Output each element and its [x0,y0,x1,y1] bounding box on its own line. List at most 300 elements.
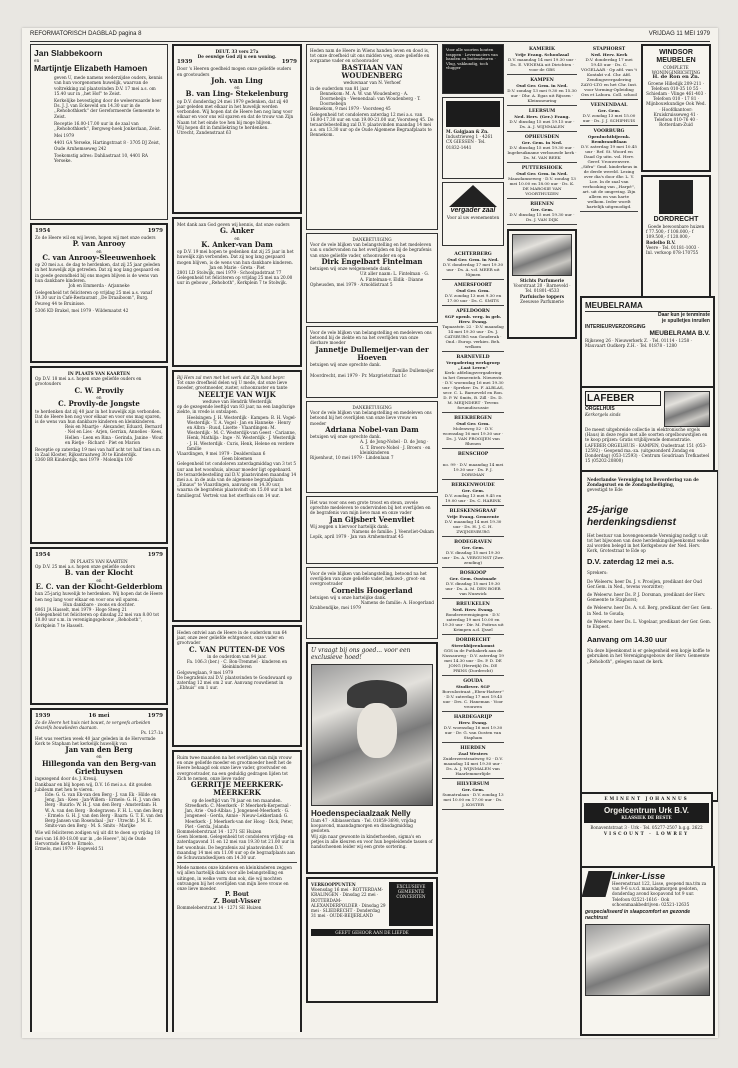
header-right: VRIJDAG 11 MEI 1979 [648,31,710,37]
thanks-dullemeijer [306,326,438,398]
deceased-name: C. VAN PUTTEN-DE VOS [189,644,285,654]
speaker-entry: de Weleerw. heer Ds. A. v.d. Berg, predikant der Ger. Gem. in Ned. te Gouda; [587,605,712,616]
reception-text: Gelegenheid tot feliciteren op vrijdag 25 mei na 20.00 uur in gebouw ,,Rehoboth'', Kerkplein 7 te Stolwijk. [177,275,293,286]
face-shape [357,703,397,758]
years: 1939 1979 [177,59,297,66]
years: 1939 16 mei 1979 [35,713,163,719]
address-text: 8061 JA Hasselt, mei 1979 · Hoge Steeg 21 [35,607,127,613]
ad-tagline: gespecialiseerd in slaapcomfort en gezonde nachtrust [585,909,691,922]
name-2: C. van Anrooy-Sleeuwenhoek [42,252,156,262]
church-services-list [507,44,577,225]
ad-text: Voorstraat 20 · Barneveld · Tel. 01801-4533 [513,283,571,294]
header-left: REFORMATORISCH DAGBLAD pagina 8 [30,31,142,37]
ad-title: MEUBELRAMA [585,301,710,312]
thanks-nobel [306,401,438,493]
church-denomination: Ger. Gem. Oostmade [449,576,497,581]
address-text: 5306 KD Brakel, mei 1979 · Wildemaatst 42 [35,307,129,313]
groom-name: Jan Slabbekoorn [34,48,103,58]
ad-trappen: Voor alle soorten houten trappen · Leveranciers van banden en buitendeuren · Vlug, vakkundig, toch vlugger [442,44,504,94]
ad-subtitle: Voor al uw evenementen [446,215,500,220]
name-1: G. Anker [219,226,255,236]
bride-name: Martijntje Elizabeth Hamoen [34,63,148,74]
church-service-details: D.V. zondag 13 mei 9.30 en 17.00 uur · Ds. C. SMITS [444,293,502,303]
church-service-details: D.V. maandag 14 mei 19.30 uur · Ds. H. J. C. H. ZWIJNENBURG [444,519,502,534]
church-service-entry [442,506,504,537]
church-denomination: Openluchtbijeenk. Rembrandtlaan [587,134,631,144]
ad-tagline: U vraagt bij ons goed... voor een exclusieve hoed! [311,647,411,661]
ad-vergaderzaal [442,182,504,246]
ad-title: DORDRECHT [653,216,699,223]
ad-address: Bonaventstraat 3 · Urk · Tel. 05277-2507 b.g.g. 2622 [590,825,703,831]
church-service-details: D.V. dinsdag 15 mei 19.30 uur · Ds. A. M. DEN BOER van Nunwick [445,581,501,596]
church-place: HIERDEN [460,746,486,751]
name-1: B. van der Klocht [64,568,134,578]
church-service-details: D.V. zondag 13 mei 15.00 uur · Ds. J. J. SCHIPHUIS [582,113,636,123]
woman-hat-photo [311,664,433,806]
ad-subtitle: ORGELHUIS [585,406,615,412]
name-1: Joh. van Ling [211,75,263,85]
ad-orgelcentrum-urk [580,792,713,870]
ad-heading: INTERIEURVERZORGING [585,324,646,330]
church-denomination: Ger. Gem. [530,207,554,212]
heading: DANKBETUIGING [352,237,392,242]
intro-text: Het was veertien week 40 jaar geleden in de Hervormde Kerk te Stapham het kerkelijk huwelijk van [35,735,156,746]
church-service-details: D.V. dinsdag 15 mei 19.30 uur · Ingebruikname verbouwde kerk · Ds. M. VAN BEEK [507,145,577,160]
en-text: en [96,395,102,401]
announcement-anker [172,217,302,367]
ad-brand: H. de Ron en Zn. [652,74,700,81]
church-service-details: D.V. maandag 14 mei 19.30 uur · Ds. E. VENEMA uit Dirichten · voor de GBS [508,57,576,72]
church-services-list [442,249,504,810]
page-header [30,31,710,42]
church-service-entry [507,44,577,75]
deceased-name: Jan Gijsbert Veenvliet [329,514,415,524]
church-service-entry [442,537,504,568]
church-place: BEEKBERGEN [454,416,492,421]
ad-footer: Na deze bijeenkomst is er gelegenheid een kopje koffie te gebruiken in het Verenigingsgebouw der Herv. Gemeente ,,Rehoboth'', gelegen naast de kerk. [587,648,710,664]
en-text: en [34,58,40,63]
church-service-entry [507,106,577,132]
ad-line-2: je spulletjes inruilen [661,318,710,324]
divider [177,862,297,863]
church-service-entry [442,306,504,352]
family-names: Bennekom: M. A. W. van Woudenberg · A. Doornebeijn · Veenendaal: van Woudenberg · T. Doornebeijn [320,90,421,107]
church-place: BARNEVELD [456,355,490,360]
ad-text: Woensdag 16 mei · ROTTERDAM-KRALINGEN · Dinsdag 22 mei · ROTTERDAM-ALEXANDERPOLDER · Dinsdag 29 mei · SLIEDRECHT · Donderdag 31 mei · OUDE-BEIJERLAND [311,887,386,919]
deceased-sub: weduwe van Hendrik Westerdijk [202,399,272,405]
church-place: VOORBURG [593,129,625,134]
church-service-entry [580,44,638,100]
church-place: LEERSUM [528,109,556,114]
church-place: APELDOORN [456,309,490,314]
church-denomination: Vergadering werkgroep ,,Laat Leven'' [446,360,500,370]
ad-subtitle: Parfuische toppers [519,293,565,299]
announcement-vanputten [172,625,302,747]
deceased-name: NEELTJE VAN WIJK [198,389,276,399]
church-denomination: Ger. Gem. [461,545,485,550]
church-denomination: Oud Ger. Gem. [456,288,490,293]
ad-address: Groene Hilledijk 209-211 · Telefoon 010-35 10 55 · Schiedam · Vlinge 461-403 · Telefoon 010 - 17 81 · Mijnbouwkundige Ook Wed. · Hoofdkantoor: Kruiskruisseweg 41 · Telefoon 010-76 40 · Rotterdam-Zuid [646,80,706,128]
deceased-name: BASTIAAN VAN WOUDENBERG [341,62,403,81]
church-service-details: D.V. zondag 13 mei 9.30 en 15.30 uur · Dhr. A. Egas uit Rijssen · Kleinsneuring [507,88,577,103]
church-service-details: Maasdamseweg · D.V. zondag 13 mei 10.00 en 18.00 uur · Ds. K. DE MAROSIE VAN VOORTHUIZEN [508,176,576,196]
body-text: ingezegend door ds. J. Kreuij. [35,776,98,782]
intro-text: Op D.V. 25 mei a.s. hopen onze geliefde ouders [35,564,135,570]
church-service-entry [507,132,577,163]
children-names: Joh en Emmerda · Arjanneke [68,283,130,289]
signature-2: Z. Bout-Visser [213,898,261,906]
funeral-text: Geen bloemen. Gelegenheid tot condoleren vrijdag- en zaterdagavond 11 en 12 mei van 19.30 tot 21.00 uur in het woonhuis. De begrafenis zal plaatsvinden D.V. maandag 14 mei om 11.00 uur op de begraafplaats aan de Schuwzandsedijsen om 14.30 uur. [177,834,295,861]
family-names: Uit aller naam: L. Fintelman · G. A. Fintelman-v. Eldik · Dianne [360,271,429,282]
triangle-logo-icon [449,185,497,207]
heading: IN PLAATS VAN KAARTEN [67,371,131,376]
address-text: Ermelo, mei 1979 · Hogeveld 51 [35,846,104,852]
organ-photo [664,391,710,427]
ad-brand: Rodelbo B.V. [646,239,676,245]
church-service-details: D.V. zaterdag 19 mei 10.45 uur · Ref. St. Woord en Daad Op uitn. vol. Herv. Geref. Vrouwenvere. ,,Sifra'' Gmd. kinderkeus in de derde wereld. Lezing over dia's door dhr. L. Y. Loe. In de zaal van verhooking van ,,Harpé'', art. uit de omgeving. Zijn alleen en van harte welkom. Ieder wordt hartelijk uitgenodigd. [580,144,638,209]
body-text-2: Dankbaar en blij hopen wij, D.V. 16 mei a.s. dit gouden jubileum met hen te vieren. [35,781,152,792]
heading: IN PLAATS VAN KAARTEN [70,559,128,564]
body-text: geven U, mede namens wederzijdse ouders, kennis van hun voorgenomen huwelijk, waarvan de voltrekking zal plaatsvinden D.V. 17 mei a.s. om 15.40 uur in ,,het Hof'' te Zeist. [54,75,163,96]
deceased-sub: weduwnaar van N. Verhoef [343,80,401,86]
church-service-entry [442,449,504,480]
body-text-2: Wij hopen dit in familiekring te herdenken. [177,124,269,130]
body-text-3: Receptie 16.00-17.00 uur in de zaal van ,,Rehobothkerk'', Bergweg-hoek Jonkerlaan, Zeist. [54,120,162,132]
announcement-anrooy [30,223,168,363]
body-text-2: Dat de Heere hen nog voor elkaar en voor ons mag sparen, is de wens van hun dankbare kinderen en kleinkinderen. [35,413,161,425]
column-3 [306,44,438,1032]
deceased-sub: op de leeftijd van 78 jaar en ten maanden. [192,797,282,803]
announcement-woudenberg [306,44,438,230]
family-names: Namens de familie: J. Veenvliet-Oskam [351,529,434,535]
church-denomination: Zaal Westers [458,751,488,756]
ad-address: LAFEBER ORGELHUIS · KAMPEN, Oudestraat 151 (053-12592) · Geopend ma.-za. (uitgezonderd Zondag en Donderdag) (053-12593) · Centrum Goudriaan Trefkasteel 15 (05202-20800) [585,442,710,464]
funeral-text: Gelegenheid tot condoleren zaterdagmiddag van 3 tot 5 uur aan het woonhuis, alwaar moeder ligt opgebaard. De teraardebestelling zal D.V. plaatsvinden maandag 14 mei a.s. in de aula van de algemene begraafplaats ,,Emaus'' te Vlaardingen, aanvang om 14.30 uur, waarna de begrafenis plaatsvindt om 15.00 uur in het familiegraf. Vertrek van het sterfhuis om 14 uur. [177,461,297,498]
speakers-list [587,579,712,630]
address-text: Gelgsweglaan, 9 mei 1979 [177,669,234,675]
church-place: BOSKOOP [459,571,487,576]
church-service-details: D.V. dinsdag 15 mei 19.30 uur · Ds. A. VERGUNST (Zwr. zending) [442,550,504,565]
ad-start-time: Aanvang om 14.30 uur [587,635,668,645]
church-place: HARDEGARIJP [453,715,493,720]
body-text-2: Kerkelijke bevestiging door de weleerwaarde heer Ds. J. J. van Eckeveld om 14.30 uur in de ,,Rehobothkerk'' der Gereformeerde Gemeente te Zeist. [54,98,162,119]
deceased-age: in de ouderdom van 81 jaar [310,85,369,91]
church-denomination: Oud Ger. Gem. in Ned. [516,171,568,176]
church-service-details: D.V. dinsdag 15 mei 19.30 uur · Ds. J. VAN DIJK [509,212,575,222]
church-denomination: Studiever. SGP [456,684,490,689]
address-text: Vlaardingen, 9 mei 1979 · Dealderslaan 6 [177,451,266,457]
church-service-details: Tapaaststr. 22 · D.V. maandag 14 mei 19.30 uur · Ds. J. CATSBURG van Gouderak · Ond.: Europ. verkies. Beh. welkom [442,324,504,349]
deceased-name: Jannetje Dullemeijer-van der Hoeven [315,344,429,363]
church-denomination: Oud Ger. Gem. in Ned. [516,83,568,88]
name-1: C. W. Provily [74,385,124,395]
intro-text: Heden nam de Heere in Wiens handen leven en dood is, tot onze droefheid uit ons midden weg, onze geliefde en zorgzame vader en schoonvader [310,48,430,64]
address-text: Moordrecht, mei 1979 · Pr. Margrietstraat 1c [310,372,407,378]
church-denomination: Ger. Gem. [461,488,485,493]
funeral-text: Gelegenheid tot condoleren zaterdag 12 mei a.s. van 16.00-17.30 uur en van 19.00-21.00 uur, Voorsteeg 45. De teraardebestelling zal D.V. plaatsvinden maandag 14 mei a.s. om 13.30 uur op de Oude Algemene Begraafplaats te Bennekom. [310,111,434,138]
ad-galgjaan [442,97,504,179]
church-place: ACHTERBERG [454,252,492,257]
church-denomination: Ger. Gem. [597,108,621,113]
church-service-entry [442,280,504,306]
name-2: C. Provily-de Jongste [58,399,140,409]
reception-text: Gelegenheid tot feliciteren op vrijdag 25 mei a.s. vanaf 19.30 uur in Café-Restaurant ,,De Draaiboom'', Burg. Peuveg 44 te Bruinisse. [35,290,153,306]
church-service-details: Molenweg 52 · D.V. woensdag 16 mei 19.30 uur · Ds. J. VAN PROOIJEN van Rhenen [442,426,504,446]
deceased-name: Adriana Nobel-van Dam [325,424,419,434]
church-denomination: Ned. Herv. (Ger.) Evang. [514,114,570,119]
column-1 [30,44,168,1032]
family-names: Fa. 106:3 (ber.) · C. Bon-Tremmel · kinderen en kleinkinderen [186,659,288,670]
address-text: Utrecht, Zandenstraat 63 [177,130,232,136]
address-text: Lopik, april 1979 · Jan van Arnhemstraat 45 [310,534,404,540]
family-names: Streefkerk: C. Meerkerk · P. Meerkerk-Kerperaal · Jan, Arie · Oud-Alblas: J. Jongeneel-Meerkerk · G. Jongeneel · Gerda, Annie · Nieuw-Lekkerland: G. Meerkerk · J. Meerkerk-van der Hoog · Dick, Peter, Piet · Gerda, Jolanda [185,803,294,829]
deceased-sub: in de ouderdom van 94 jaar. [207,654,267,660]
children-names: Reis en Maartje · Alexander, Eduard, Bernard · Nel en Lies · Arjen, Gerrian, Annelies · Kees, Hellen · Leen en Rina · Gerinda, Janine · Wout en Rietje · Richard · Piet en Marion [65,424,163,445]
family-names: Namens de familie: A. Hoogerland [360,600,434,606]
ad-logo-block [446,101,500,127]
quote: Bij Hem zal men met het werk dat Zijn hand beprc [177,375,285,380]
house-logo-icon [659,180,693,214]
reception-text: Wie wil feliciteren zodigen wij uit dit te doen op vrijdag 18 mei van 16.00-18.00 uur in ,,de Hoeve'', bij de Oude Hervormde Kerk te Ermelo. [35,830,160,846]
church-place: DORDRECHT [455,638,491,643]
children-names: Hun dankbare · zoons en dochter. [63,601,135,607]
church-service-details: Zuiderzeestraatweg 92 · D.V. maandag 14 mei 19.30 uur · Ds. A. J. WIJNMALEN van Haarlemmerlijde [443,756,503,776]
body-text: Het was voor ons een grote troost en steun, zovele oprechte medeleven te ondervinden bij het overlijden en de begrafenis van mijn lieve man en onze vader [310,500,431,516]
name-2: K. Anker-van Dam [201,239,273,249]
church-service-details: Sumatralaan · D.V. zondag 13 mei 10.00 en 17.00 uur · Ds. J. KOSTER [442,792,504,807]
body-text: op D.V. donderdag 24 mei 1979 gedenken, dat zij 40 jaar geleden met elkaar in het huwelijk werden verbonden. Wij hopen dat de Heere hen nog lang voor elkaar en voor ons wil sparen en dat de trouw van Zijn Naam tot het einde toe hen bij moge blijven. [177,98,294,125]
column-2 [172,44,302,1032]
thanks-hoogerland [306,567,438,639]
intro-text: Met dank aan God geven wij kennis, dat onze ouders [177,222,290,227]
thanks-text: betuigen wij onze welgemeende dank. [310,266,392,272]
ad-title: M. Galgjaan & Zn. [446,129,489,134]
church-denomination: Vrije Evang. Schoolzaal [515,52,569,57]
ad-parfumerie [507,229,577,339]
ad-bottom-brands: VISCOUNT · LOWREY [603,830,690,836]
heading: DANKBETUIGING [352,405,392,410]
org-name: Nederlandse Vereniging tot Bevordering van de Zondagsrust en de Zondagsheiliging, [587,477,699,488]
org-location: gevestigd te Ede [587,487,623,493]
church-service-details: Kerk: afdelingsvergadering in het Gemeenteh. Nieuwstr. · D.V. woensdag 16 mei 19.30 uur · Spreker: Ds. F. ALBLAS, secr. C. L. Barneveld en Ron. D. P. W. Smits, B. Zill · Ds. D. M. MEIJNDERT · Tevens forumdiscussie [442,370,504,410]
body-text: Voor de vele blijken van belangstelling, betoond na het overlijden van onze geliefde vader, behuwd-, groot- en overgrootvader [310,571,427,587]
ad-address: Veere · Tel. 01181-1003 · Inl. verkoop 078-170755 [646,244,700,256]
church-place: HILVERSUM [456,782,490,787]
church-denomination: SGP openb. verg. in geb. Herv. Evang. [444,314,502,324]
address-text: Rijsenhout, 10 mei 1979 · Lindenlaan 7 [310,455,394,461]
church-denomination: Ned. Herv. Evang. [452,607,494,612]
name-2: B. van Ling- Stekelenburg [185,89,289,99]
church-denomination: Herv. Evang. [458,720,488,725]
ad-line-1: Daar kun je tenminste [658,312,710,318]
church-service-entry [507,163,577,199]
church-service-details: GGS in de Puthakerk aan de Nassauweg · D.V. zaterdag 19 mei 14.30 uur · Ds. P. D. DE JONG (Herwijk) Ds. DE PRINS (Dordrecht) [442,648,504,673]
church-service-entry [442,352,504,413]
address-text-2: Bommeleberstraat 14 · 1271 SE Huizen [177,905,262,911]
ad-dordrecht [641,175,711,305]
speaker-entry: de Weleerw. heer Ds. L. Vogelaar, predikant der Ger. Gem. te Elspeet. [587,618,711,630]
church-service-details: D.V. dinsdag 15 mei 19.15 uur · Ds. A. J. WIJNMALEN [509,119,575,129]
years: 1954 1979 [35,228,163,234]
subheading: De eeuwige God zij u een woning. [197,54,277,60]
church-service-details: D.V. donderdag 17 mei 19.45 uur · Ds. C. VOGELAAR · Op afd. van 't Kontakt v.d. Chr. Afd. Zendingsvergadering ZAYO-LTO en het Chr. Inst. voor Vorming-Opleiding Ora et Labora. Coll. school [580,57,638,97]
column-4 [442,44,504,1032]
speakers-heading: Sprekers: [587,570,608,576]
reception-text: Gelegenheid tot feliciteren op dinsdag 22 mei van 8.00 tot 10.00 uur s.m. in verenigingsgebouw ,,Rehoboth'', Kerkplein 7 te Hasselt. [35,612,160,628]
ad-footer: Zeeuwse Parfumerie [520,298,564,304]
ad-brand: MEUBELRAMA B.V. [649,330,710,337]
church-place: OPHEUSDEN [524,135,560,140]
ad-concerten [306,877,438,1003]
signature-1: P. Bout [225,891,249,899]
church-place: RHENEN [530,202,554,207]
speaker-entry: De Weleerw. heer Ds. J. v. Prooijen, predikant der Oud Ger.Gem. in Ned., tevens voorzitter; [587,578,702,589]
body-text: op 20 mei a.s. de dag te herdenken, dat zij 25 jaar geleden in het huwelijk zijn getreden. Dat zij nog lang gespaard en in goede gezondheid bij ons mogen blijven is de wens van hun dankbare kinderen. [35,262,161,283]
date-text: Mei 1979 [54,133,75,139]
ad-text: Het bestuur van bovengenoemde Vereniging nodigt u uit tot het bijwonen van deze herdenkingsbijeenkomst welke zal worden belegd in het Kerkgebouw der Ned. Herv. Kerk, Grotestraat te Ede op [587,532,710,554]
intro-text: Tot onze droefheid delen wij U mede, dat onze lieve moeder, grootmoeder, zuster, schoonzuster en tante [177,380,288,391]
linker-logo-icon [582,871,613,897]
ad-footer: GEEFT GEHOOR AAN DE LIEFDE [311,929,433,936]
bed-photo [585,924,710,996]
intro-text: Zo de Heere wil en wij leven, hopen wij met onze ouders [35,235,156,240]
ad-brand: LAFEBER [585,391,661,406]
thanks-text: Mede namens onze kinderen en kleinkinderen zeggen wij allen hartelijk dank voor alle belangstelling en uitingen, in welke vorm dan ook, die wij mochten ontvangen bij het overlijden van mijn lieve vrouw en onze lieve moeder. [177,865,292,892]
church-place: BLESKENSGRAAF [449,509,497,514]
body-text: te herdenken dat zij 40 jaar in het huwelijk zijn verbonden. [35,408,161,414]
ad-text: Industrieweg 1 · 4261 CX GIESSEN · Tel. 01832-1441 [446,134,493,150]
body-text: Voor de vele blijken van belangstelling en het medeleven van u ondervonden na het overlijden en bij de begrafenis van onze geliefde vader, schoonvader en opa [310,242,432,258]
ad-herdenkingsdienst [580,470,718,802]
children-names: Jan en Marie · Greta · Piet [209,264,265,270]
church-place: PUTTERSHOEK [521,166,563,171]
church-denomination: Ger. Gem. [461,787,485,792]
body-text: Voor de vele blijken van belangstelling en medeleven ons betoond bij het overlijden van onze lieve vrouw en moeder [310,410,432,426]
thanks-veenvliet [306,496,438,564]
church-service-entry [442,712,504,743]
no-flowers: Geen bloemen [221,456,253,462]
church-place: KAMERIK [529,47,555,52]
en-text: en [96,754,102,760]
announcement-slabbekoorn [30,44,168,220]
announcement-meerkerk [172,750,302,1032]
ad-title: vergader zaal [450,207,496,214]
ad-prices: f 77.500,- f 108.000,- f 109.500,- f 120.000,- [646,229,694,240]
church-place: AMERSFOORT [454,283,492,288]
body-text: op de gezegende leeftijd van 83 jaar, na een langdurige ziekte, in vrede is ontslapen. [177,404,296,415]
ad-title: WINDSOR MEUBELEN [656,49,696,64]
ad-subtitle: Goede bewoonbare huizen [647,224,705,229]
ad-address: Dam 47 · Alblasserdam · Tel. 01859-3698, vrijdag koopavond, maandagmorgen en dinsdagmiddag gesloten. [311,818,417,834]
intro-text: Heden ontviel aan de Heere in de ouderdom van 64 jaar, onze zeer geliefde echtgenoot, onze vader en grootvader [177,630,287,646]
church-service-entry [442,249,504,280]
ad-logo: EXCLUSIEVE GEMEENTE CONCERTEN [389,882,433,926]
funeral-text: De begrafenis zal D.V. plaatsvinden te Goudswaard op zaterdag 12 mei om 2 uur. Aanvang rouwdienst in ,,Ebhuis'' om 1 uur. [177,674,293,691]
ad-title: Stichts Parfumerie [519,278,565,283]
thanks-text: betuigen wij onze oprechte dank. [310,362,381,368]
speaker-entry: de Weleerw. heer Ds. P. J. Dorsman, predikant der Herv. Gemeente te Staphorst; [587,592,706,603]
ad-windsor [641,44,711,172]
intro-text: Ruim twee maanden na het overlijden van mijn vrouw en onze geliefde moeder en grootmoeder heeft het de Heere behaagd ook onze lieve vader, grootvader en overgrootvader, na een geduldig gedragen lijden tot Zich te nemen, onze lieve vader [177,755,292,781]
church-service-details: D.V. donderdag 17 mei 19.30 uur · Ds. A. v.d. MEER uit Nijmen [442,262,504,277]
church-denomination: Ned. Herv. Kerk [590,52,628,57]
church-place: BREUKELEN [456,602,490,607]
address-text: Opheusden, mei 1979 · Arnoldistraat 5 [310,281,393,287]
intro-text: Door 's Heeren goedheid mogen onze geliefde ouders en grootouders [177,66,292,77]
church-denomination: Oud Ger. Gem. in Ned. [447,257,499,262]
church-service-entry [442,635,504,676]
family-names: Heelsingen: J. H. Westerdijk · Kampen: B. H. Vogel-Westerdijk · T. A. Vogel · Jan en Hanneke · Henry en Albra · Ruud, Lisette · Vlaardingen: M. Westerdijk · M. C. Westerdijk-van Geest · Carianne, Henk, Mathilja · Inge · N. Westerdijk · J. Westerdijk · J. H. Westerdijk · Curis, Henk, Helene en verdere familie [187,414,296,451]
church-place: KAMPEN [530,78,554,83]
en-text: en [96,248,102,254]
church-service-entry [507,199,577,225]
ad-meublerama [580,296,715,392]
ad-text: Heerenstraat 122, Lisse, geopend ma.t/m za van 9-6 u.v.d. maandagmorgen gesloten, donderdag avond koopavond tot 9 uur. Telefoon 02521-1616 · Ook schoonmaakbedrijven: 02521-12635 [612,881,707,907]
address-text: 3360 BR Kinderdijk, mei 1979 · Molenlijn 100 [35,457,133,463]
ad-address: Rijksweg 26 · Nieuwerkerk Z. · Tel. 01114 - 1258 · Mauvaart Oudkerp Z.H. · Tel. 01878 - 1280 [585,338,692,349]
church-service-entry [442,480,504,506]
church-place: VEENENDAAL [590,103,628,108]
church-denomination: Streekbijeenkomst [451,643,495,648]
church-denomination: Oud Ger. Gem. [456,421,490,426]
church-place: STAPHORST [592,47,626,52]
church-service-entry [442,413,504,449]
church-service-entry [442,676,504,712]
announcement-vanwijk [172,370,302,622]
reception-text: Receptie op zaterdag 19 mei van half acht tot half tien s.m. in Zaal Kloster, Rijksstraatweg 30 te Kinderdijk. [35,447,162,458]
ad-linker-lisse [580,866,715,1036]
en-text: en [234,235,240,241]
church-place: BODEGRAVEN [454,540,492,545]
en-text: en [234,85,240,91]
name-2: Hillegonda van den Berg-van Griethuysen [41,758,157,777]
thanks-fintelman [306,233,438,323]
church-place: GOUDA [463,679,483,684]
address-text: 4401 GA Yerseke, Hartingstraat 8 · 3705 DJ Zeist, Oude Arnhemseweg 242 [54,140,161,151]
ad-date: D.V. zaterdag 12 mei a.s. [587,557,674,567]
en-text: en [96,577,102,583]
perfume-photo [512,234,572,276]
name-2: E. C. van der Klocht-Gelderblom [35,582,163,592]
ad-title: Hoedenspeciaalzaak Nelly [311,809,411,818]
ad-text: De meest uitgebreide collectie in elektronische orgels (Haus) in deze regio met alle soorten orgelbouwstijlen en te koop prijzen: Gratis vrijblijvende demonstratie. [585,427,708,443]
deceased-name: Cornelis Hoogerland [331,585,413,595]
church-service-entry [442,743,504,779]
body-text: op D.V. 19 mei hopen te gedenken dat zij 25 jaar in het huwelijk zijn verbonden. Dat zij nog lang gespaard mogen blijven, is de wens van hun dankbare kinderen. [177,249,294,265]
announcement-vandenberg [30,708,168,1032]
church-denomination: Vrije Evang. Gemeente [446,514,500,519]
church-service-details: D.V. woensdag 16 mei 19.30 uur · Dr. G. van Oosten van Stapham [443,725,503,740]
ad-title: 25-jarige herdenkingsdienst [587,504,676,528]
announcement-provily [30,366,168,544]
address-text: 2801 LD Stolwijk, mei 1979 · Schoolpadstraat 77 [177,270,282,276]
church-services-list [580,44,638,212]
ad-title: VERKOOPPUNTEN [311,882,356,887]
announcement-vanling [172,44,302,214]
church-service-entry [580,100,638,126]
address-text: Bommeleberstraat 14 · 1271 SE Huizen [177,829,262,835]
church-service-details: no. 99 · D.V. maandag 14 mei 19.30 uur · Ds. P. J. DORSMAN [442,462,504,477]
church-place: BENSCHOP [457,452,489,457]
church-service-entry [580,126,638,212]
church-service-entry [442,779,504,810]
address-text: Bennekom, 9 mei 1979 · Voorsteeg 45 [310,106,391,112]
church-service-entry [442,568,504,599]
announcement-klocht [30,547,168,705]
name-1: P. van Anrooy [72,239,126,249]
church-service-details: Bondsvereenigingen · D.V. zaterdag 19 mei 10.00 en 19.30 uur · Dir. M. Poitrus uit Krimpen a.d. IJssel [442,612,504,632]
thanks-text: Wij zeggen u hiervoor hartelijk dank. [310,524,389,530]
